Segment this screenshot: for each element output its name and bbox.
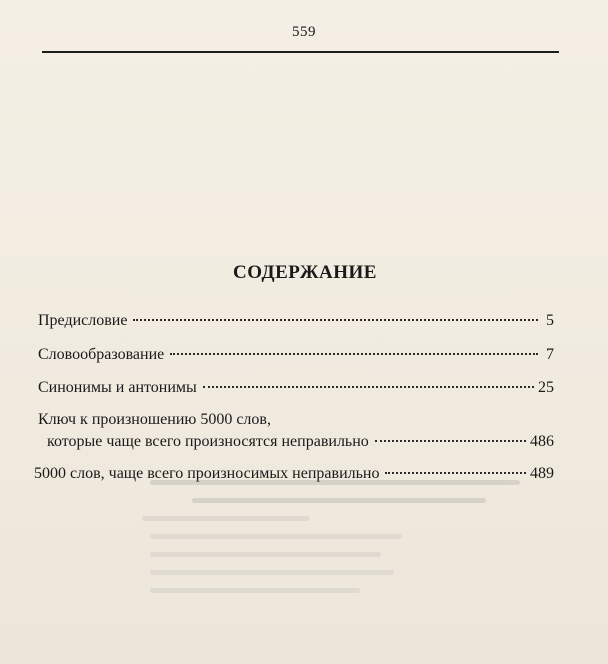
toc-entry-label: Словообразование xyxy=(38,346,165,363)
toc-entry-page: 5 xyxy=(546,312,554,329)
toc-entry-line2 xyxy=(38,431,554,453)
toc-entry-label-line1: Ключ к произношению 5000 слов, xyxy=(38,411,271,428)
toc-entry-label: 5000 слов, чаще всего произносимых неправильно xyxy=(34,465,380,482)
toc-entry-page: 25 xyxy=(538,379,554,396)
show-through-text xyxy=(150,480,570,660)
toc-entry-label: которые чаще всего произносятся неправильно xyxy=(47,433,369,450)
toc-entry-page: 489 xyxy=(530,465,554,482)
toc-entry-page: 486 xyxy=(530,433,554,450)
toc-entry-page: 7 xyxy=(546,346,554,363)
dot-leader xyxy=(133,319,538,321)
toc-entry-word-formation[interactable] xyxy=(38,344,554,366)
toc-entry-label: Синонимы и антонимы xyxy=(38,379,197,396)
dot-leader xyxy=(203,386,534,388)
dot-leader xyxy=(170,353,538,355)
toc-entry-pronunciation-key[interactable] xyxy=(38,409,554,453)
toc-entry-synonyms[interactable] xyxy=(38,377,554,399)
table-of-contents xyxy=(34,300,554,485)
toc-entry-mispronounced-words[interactable] xyxy=(34,463,554,485)
page-number: 559 xyxy=(292,24,316,40)
header-rule xyxy=(42,51,559,53)
dot-leader xyxy=(375,440,526,442)
toc-entry-label: Предисловие xyxy=(38,312,128,329)
toc-entry-preface[interactable] xyxy=(38,310,554,332)
toc-title: СОДЕРЖАНИЕ xyxy=(233,262,377,283)
dot-leader xyxy=(385,472,526,474)
